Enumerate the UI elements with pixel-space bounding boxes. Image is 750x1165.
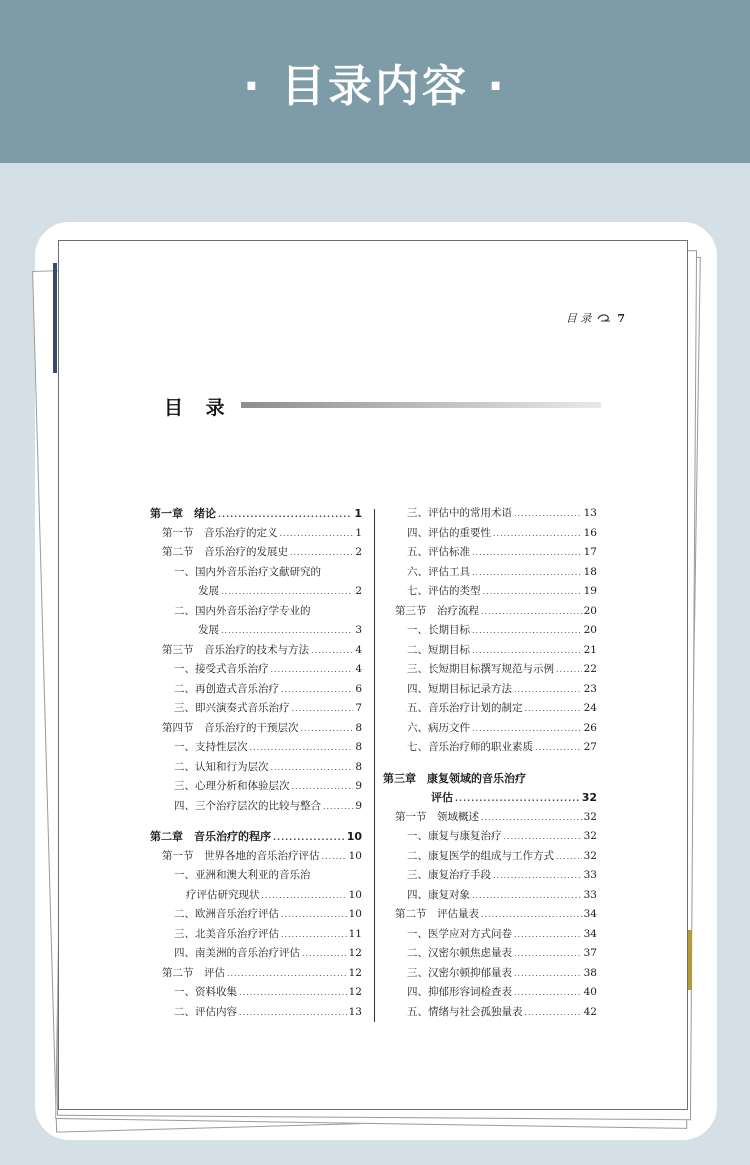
toc-leader-dots <box>239 983 347 1003</box>
toc-entry-title: 第一节 世界各地的音乐治疗评估 <box>162 849 320 862</box>
toc-entry-page: 33 <box>583 888 597 901</box>
toc-leader-dots <box>472 719 582 739</box>
toc-leader-dots <box>525 699 582 719</box>
toc-leader-dots <box>493 524 582 544</box>
toc-entry-page: 11 <box>348 927 362 940</box>
toc-leader-dots <box>271 660 354 680</box>
toc-entry <box>383 1003 597 1023</box>
toc-entry-page: 4 <box>355 643 362 656</box>
toc-entry <box>150 680 362 700</box>
toc-entry-page: 34 <box>583 927 597 940</box>
book-spine-edge <box>53 263 57 373</box>
toc-entry-title: 四、抑郁形容词检查表 <box>407 986 512 998</box>
toc-gap <box>150 816 362 827</box>
toc-entry-title: 三、即兴演奏式音乐治疗 <box>174 702 290 714</box>
toc-entry-title: 一、接受式音乐治疗 <box>174 663 269 675</box>
toc-entry-page: 1 <box>354 507 362 520</box>
toc-entry-page: 24 <box>583 702 597 714</box>
toc-entry-title: 七、音乐治疗师的职业素质 <box>407 741 533 753</box>
toc-leader-dots <box>472 886 582 906</box>
toc-entry <box>150 524 362 544</box>
toc-entry-title: 一、资料收集 <box>174 986 237 998</box>
book-page <box>58 240 688 1110</box>
toc-entry <box>150 983 362 1003</box>
toc-entry-page: 2 <box>355 546 362 558</box>
toc-leader-dots <box>556 660 582 680</box>
toc-entry-title: 第三节 治疗流程 <box>395 604 479 617</box>
toc-leader-dots <box>292 777 354 797</box>
toc-entry-page: 6 <box>355 682 362 695</box>
toc-entry-page: 1 <box>355 526 362 539</box>
toc-leader-dots <box>514 983 582 1003</box>
toc-entry-title: 一、医学应对方式问卷 <box>407 927 512 940</box>
toc-leader-dots <box>302 944 347 964</box>
toc-leader-dots <box>280 524 354 544</box>
toc-entry-page: 20 <box>583 624 597 636</box>
toc-entry-page: 37 <box>583 947 597 959</box>
toc-entry-page: 2 <box>355 585 362 597</box>
toc-entry-title: 一、长期目标 <box>407 624 470 636</box>
toc-entry-page: 3 <box>355 624 362 636</box>
toc-entry <box>383 886 597 906</box>
toc-leader-dots <box>271 758 354 778</box>
toc-entry-page: 27 <box>583 741 597 753</box>
toc-entry-title: 三、康复治疗手段 <box>407 869 491 881</box>
toc-leader-dots <box>514 680 582 700</box>
toc-entry-title: 六、评估工具 <box>407 565 470 578</box>
toc-entry <box>383 641 597 661</box>
toc-entry <box>150 621 362 641</box>
toc-leader-dots <box>221 621 353 641</box>
toc-entry <box>150 758 362 778</box>
toc-leader-dots <box>535 738 582 758</box>
toc-entry <box>150 582 362 602</box>
toc-entry-page: 34 <box>583 908 597 920</box>
toc-entry-title: 第三节 音乐治疗的技术与方法 <box>162 643 309 656</box>
toc-leader-dots <box>525 1003 582 1023</box>
toc-entry-title: 一、康复与康复治疗 <box>407 830 502 842</box>
toc-entry-title: 四、三个治疗层次的比较与整合 <box>174 799 321 812</box>
toc-leader-dots <box>239 1003 347 1023</box>
toc-entry-page: 20 <box>583 604 597 617</box>
toc-entry-title: 二、短期目标 <box>407 643 470 656</box>
toc-entry <box>383 699 597 719</box>
toc-entry-title: 第一节 领域概述 <box>395 810 479 823</box>
toc-entry-title: 四、南美洲的音乐治疗评估 <box>174 947 300 959</box>
toc-leader-dots <box>514 964 582 984</box>
toc-entry <box>150 944 362 964</box>
toc-leader-dots <box>311 641 353 661</box>
heading-gradient-bar <box>241 402 601 408</box>
toc-leader-dots <box>514 944 582 964</box>
toc-entry-title: 第二节 音乐治疗的发展史 <box>162 546 288 558</box>
toc-entry-title: 第二章 音乐治疗的程序 <box>150 830 271 843</box>
toc-entry-page: 32 <box>583 849 597 862</box>
toc-leader-dots <box>262 886 347 906</box>
toc-entry-page: 18 <box>583 565 597 578</box>
toc-entry-page: 32 <box>583 830 597 842</box>
toc-entry <box>383 738 597 758</box>
toc-entry <box>150 866 362 886</box>
toc-entry <box>383 964 597 984</box>
toc-leader-dots <box>472 543 582 563</box>
toc-leader-dots <box>483 582 582 602</box>
toc-entry-title: 四、评估的重要性 <box>407 526 491 539</box>
toc-entry-page: 12 <box>348 966 362 979</box>
toc-entry <box>383 524 597 544</box>
toc-leader-dots <box>290 543 353 563</box>
toc-entry-title: 五、音乐治疗计划的制定 <box>407 702 523 714</box>
toc-entry-page: 22 <box>583 663 597 675</box>
toc-leader-dots <box>514 504 582 524</box>
toc-entry-title: 一、亚洲和澳大利亚的音乐治 <box>174 869 311 881</box>
toc-entry-title: 二、汉密尔顿焦虑量表 <box>407 947 512 959</box>
toc-entry-page: 26 <box>583 721 597 734</box>
running-head-label: 目 录 <box>565 312 592 325</box>
toc-entry-title: 发展 <box>198 624 219 636</box>
toc-entry-page: 8 <box>355 741 362 753</box>
toc-entry-title: 二、评估内容 <box>174 1005 237 1018</box>
toc-leader-dots <box>504 827 582 847</box>
toc-entry-title: 二、再创造式音乐治疗 <box>174 682 279 695</box>
toc-entry-title: 二、国内外音乐治疗学专业的 <box>174 604 311 617</box>
toc-entry <box>150 563 362 583</box>
toc-entry <box>383 719 597 739</box>
toc-leader-dots <box>218 505 352 525</box>
toc-column-right <box>383 504 597 1022</box>
toc-entry-page: 4 <box>355 663 362 675</box>
toc-entry <box>383 827 597 847</box>
toc-entry-title: 三、北美音乐治疗评估 <box>174 927 279 940</box>
toc-heading: 目 录 <box>164 397 233 419</box>
running-head <box>566 310 625 326</box>
toc-entry <box>383 621 597 641</box>
toc-entry-title: 三、心理分析和体验层次 <box>174 780 290 792</box>
header-banner <box>0 0 750 163</box>
toc-entry-title: 五、情绪与社会孤独量表 <box>407 1005 523 1018</box>
toc-entry-title: 第一章 绪论 <box>150 507 216 520</box>
toc-leader-dots <box>221 582 353 602</box>
toc-entry-page: 13 <box>348 1005 362 1018</box>
toc-entry <box>150 543 362 563</box>
toc-entry-page: 12 <box>348 986 362 998</box>
toc-entry-page: 10 <box>348 888 362 901</box>
toc-entry <box>150 1003 362 1023</box>
toc-entry-title: 三、汉密尔顿抑郁量表 <box>407 966 512 979</box>
toc-entry-title: 一、支持性层次 <box>174 741 248 753</box>
toc-entry-page: 33 <box>583 869 597 881</box>
toc-leader-dots <box>493 866 582 886</box>
toc-leader-dots <box>322 847 347 867</box>
toc-entry <box>150 925 362 945</box>
toc-entry-page: 10 <box>346 830 362 843</box>
toc-entry <box>383 582 597 602</box>
toc-leader-dots <box>301 719 354 739</box>
column-divider <box>374 509 375 1022</box>
toc-entry-title: 二、认知和行为层次 <box>174 760 269 773</box>
toc-entry <box>383 847 597 867</box>
page-number: 7 <box>617 311 625 325</box>
toc-entry <box>383 944 597 964</box>
toc-entry-title: 六、病历文件 <box>407 721 470 734</box>
toc-leader-dots <box>292 699 354 719</box>
swirl-ornament-icon <box>597 313 611 323</box>
toc-entry-title: 第一节 音乐治疗的定义 <box>162 526 278 539</box>
toc-entry-page: 23 <box>583 682 597 695</box>
toc-entry <box>150 504 362 524</box>
toc-entry <box>150 777 362 797</box>
toc-entry <box>383 602 597 622</box>
toc-entry-title: 第四节 音乐治疗的干预层次 <box>162 721 299 734</box>
toc-entry <box>150 797 362 817</box>
toc-entry <box>383 680 597 700</box>
toc-leader-dots <box>481 808 582 828</box>
toc-leader-dots <box>472 563 582 583</box>
toc-leader-dots <box>455 789 580 809</box>
toc-entry <box>383 660 597 680</box>
book-edge-accent <box>688 930 692 990</box>
toc-entry-page: 10 <box>348 849 362 862</box>
toc-entry-page: 40 <box>583 986 597 998</box>
toc-entry-title: 五、评估标准 <box>407 546 470 558</box>
toc-entry-page: 17 <box>583 546 597 558</box>
toc-entry-title: 二、欧洲音乐治疗评估 <box>174 908 279 920</box>
toc-entry <box>383 983 597 1003</box>
toc-leader-dots <box>281 925 347 945</box>
toc-entry-title: 三、长短期目标撰写规范与示例 <box>407 663 554 675</box>
toc-entry-title: 第二节 评估 <box>162 966 225 979</box>
toc-entry-page: 21 <box>583 643 597 656</box>
toc-column-left <box>150 504 362 1022</box>
toc-entry-page: 8 <box>355 721 362 734</box>
toc-entry-title: 三、评估中的常用术语 <box>407 507 512 519</box>
toc-entry <box>383 769 597 789</box>
toc-entry-page: 12 <box>348 947 362 959</box>
toc-entry <box>150 905 362 925</box>
toc-entry <box>150 699 362 719</box>
toc-entry <box>383 788 597 808</box>
toc-leader-dots <box>250 738 354 758</box>
toc-leader-dots <box>281 680 353 700</box>
toc-entry <box>383 866 597 886</box>
toc-leader-dots <box>323 797 353 817</box>
toc-entry-title: 二、康复医学的组成与工作方式 <box>407 849 554 862</box>
toc-entry-page: 10 <box>348 908 362 920</box>
toc-entry-page: 38 <box>583 966 597 979</box>
banner-title: · 目录内容 · <box>242 60 508 112</box>
toc-entry <box>150 886 362 906</box>
toc-entry-title: 发展 <box>198 585 219 597</box>
toc-entry-title: 七、评估的类型 <box>407 585 481 597</box>
toc-entry-title: 疗评估研究现状 <box>186 888 260 901</box>
toc-gap <box>383 758 597 769</box>
toc-entry <box>383 504 597 524</box>
toc-entry <box>150 738 362 758</box>
toc-entry-title: 第三章 康复领域的音乐治疗 <box>383 771 526 785</box>
toc-entry-page: 19 <box>583 585 597 597</box>
toc-entry-page: 7 <box>355 702 362 714</box>
toc-entry-title: 四、康复对象 <box>407 888 470 901</box>
toc-entry <box>383 808 597 828</box>
toc-entry-page: 9 <box>355 799 362 812</box>
toc-entry-title: 一、国内外音乐治疗文献研究的 <box>174 565 321 578</box>
toc-entry-page: 42 <box>583 1005 597 1018</box>
toc-leader-dots <box>472 621 582 641</box>
toc-leader-dots <box>227 964 347 984</box>
toc-entry-page: 32 <box>581 791 597 804</box>
toc-entry <box>150 847 362 867</box>
toc-entry <box>150 602 362 622</box>
toc-entry-title: 四、短期目标记录方法 <box>407 682 512 695</box>
toc-leader-dots <box>281 905 347 925</box>
toc-entry <box>383 563 597 583</box>
toc-entry <box>383 925 597 945</box>
toc-entry-page: 32 <box>583 810 597 823</box>
toc-entry <box>150 827 362 847</box>
toc-leader-dots <box>273 828 345 848</box>
toc-leader-dots <box>481 905 582 925</box>
toc-leader-dots <box>514 925 582 945</box>
toc-entry <box>150 964 362 984</box>
toc-leader-dots <box>481 602 582 622</box>
toc-entry <box>150 641 362 661</box>
toc-entry-title: 第二节 评估量表 <box>395 908 479 920</box>
toc-entry-page: 8 <box>355 760 362 773</box>
toc-entry-page: 16 <box>583 526 597 539</box>
toc-entry-title: 评估 <box>431 791 453 804</box>
toc-entry <box>383 543 597 563</box>
toc-entry <box>150 660 362 680</box>
toc-entry-page: 13 <box>583 507 597 519</box>
toc-leader-dots <box>556 847 582 867</box>
toc-entry-page: 9 <box>355 780 362 792</box>
toc-leader-dots <box>472 641 582 661</box>
toc-entry <box>383 905 597 925</box>
toc-entry <box>150 719 362 739</box>
